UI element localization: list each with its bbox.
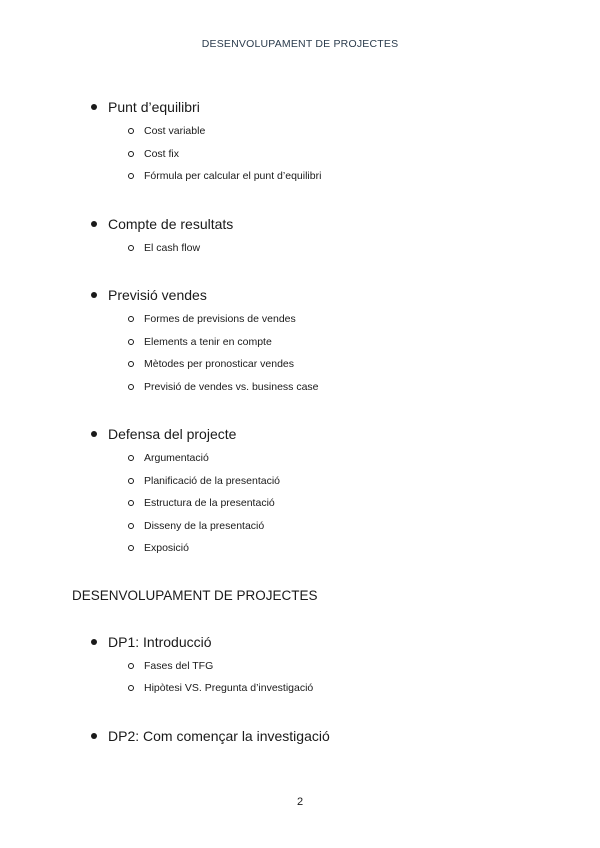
outline-section: [0, 211, 600, 260]
sub-bullet-item: Planificació de la presentació: [144, 470, 600, 493]
sub-bullet-item: El cash flow: [144, 237, 600, 260]
page-header: DESENVOLUPAMENT DE PROJECTES: [201, 38, 399, 50]
sub-bullet-item: Exposició: [144, 537, 600, 560]
sub-bullet-item: Cost fix: [144, 143, 600, 166]
document-body: [0, 94, 600, 772]
bullet-item: Punt d’equilibri: [108, 94, 600, 120]
sub-bullet-item: Previsió de vendes vs. business case: [144, 376, 600, 399]
section-heading: DESENVOLUPAMENT DE PROJECTES: [72, 587, 318, 603]
sub-bullet-item: Mètodes per pronosticar vendes: [144, 353, 600, 376]
bullet-item: Defensa del projecte: [108, 421, 600, 447]
bullet-item: DP2: Com començar la investigació: [108, 723, 600, 749]
outline-section: [0, 94, 600, 188]
sub-bullet-item: Disseny de la presentació: [144, 515, 600, 538]
sub-bullet-item: Cost variable: [144, 120, 600, 143]
sub-bullet-item: Hipòtesi VS. Pregunta d’investigació: [144, 677, 600, 700]
sub-bullet-item: Elements a tenir en compte: [144, 331, 600, 354]
outline-section: [0, 723, 600, 749]
bullet-item: Compte de resultats: [108, 211, 600, 237]
outline-section: [0, 421, 600, 560]
sub-bullet-item: Fases del TFG: [144, 655, 600, 678]
sub-bullet-item: Formes de previsions de vendes: [144, 308, 600, 331]
outline-section: [0, 282, 600, 398]
bullet-item: Previsió vendes: [108, 282, 600, 308]
page-number: 2: [296, 796, 304, 808]
sub-bullet-item: Fórmula per calcular el punt d’equilibri: [144, 165, 600, 188]
outline-section: [0, 629, 600, 700]
bullet-item: DP1: Introducció: [108, 629, 600, 655]
sub-bullet-item: Argumentació: [144, 447, 600, 470]
sub-bullet-item: Estructura de la presentació: [144, 492, 600, 515]
